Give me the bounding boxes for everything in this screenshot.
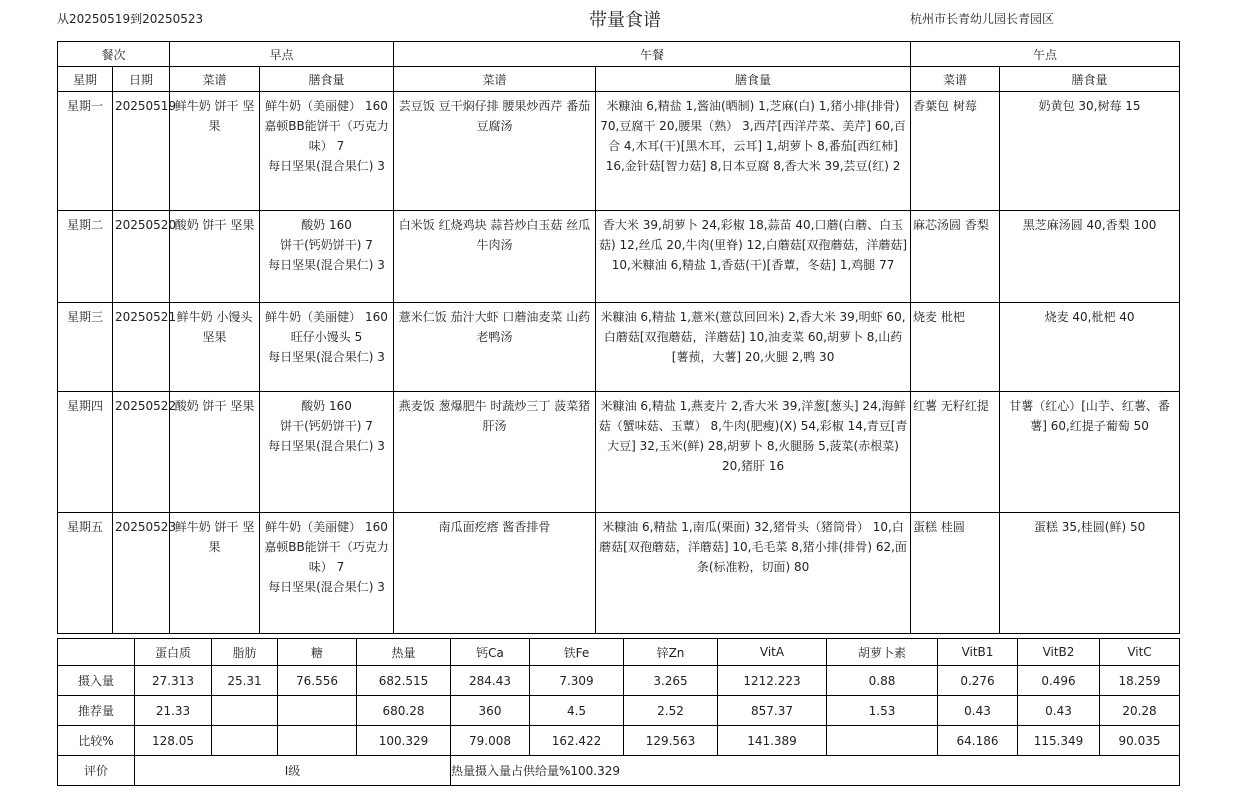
lunch-header: 午餐 [394,42,911,67]
nutrient-value: 3.265 [624,666,718,696]
snack-dish-cell: 麻芯汤圆 香梨 [911,211,1000,303]
snack-amount-cell: 奶黄包 30,树莓 15 [1000,92,1180,211]
meal-header: 餐次 [58,42,170,67]
breakfast-header: 早点 [170,42,394,67]
snack-dish-cell: 蛋糕 桂圆 [911,513,1000,634]
date-cell: 20250520 [113,211,170,303]
lunch-dish-cell: 芸豆饭 豆干焖仔排 腰果炒西芹 番茄豆腐汤 [394,92,596,211]
day-row [58,513,1180,634]
date-cell: 20250519 [113,92,170,211]
date-range: 从20250519到20250523 [57,12,204,26]
nutrient-value: 2.52 [624,696,718,726]
menu-sub-header-row [58,67,1180,92]
snack-dish-cell: 烧麦 枇杷 [911,303,1000,392]
nutrient-value: 18.259 [1100,666,1180,696]
nutrient-header: VitB1 [938,639,1018,666]
day-row [58,392,1180,513]
snack-amount-cell: 黑芝麻汤圆 40,香梨 100 [1000,211,1180,303]
snack-amount-header: 膳食量 [1000,67,1180,92]
nutrient-value: 90.035 [1100,726,1180,756]
nutrient-value: 20.28 [1100,696,1180,726]
nutrient-value: 4.5 [530,696,624,726]
row-label: 比较% [58,726,135,756]
lunch-amount-cell: 米糠油 6,精盐 1,酱油(晒制) 1,芝麻(白) 1,猪小排(排骨) 70,豆腐干 20,腰果（熟） 3,西芹[西洋芹菜、美芹] 60,百合 4,木耳(干)[黑木耳，云耳] 1,胡萝卜 8,番茄[西红柿] 16,金针菇[智力菇] 8,日本豆腐 8,香大米 39,芸豆(红) 2 [596,92,911,211]
rating-label: 评价 [58,756,135,786]
breakfast-amount-cell: 鲜牛奶（美丽健） 160 旺仔小馒头 5 每日坚果(混合果仁) 3 [260,303,394,392]
rating-row [58,756,1180,786]
lunch-dish-header: 菜谱 [394,67,596,92]
date-cell: 20250523 [113,513,170,634]
nutrient-header: 铁Fe [530,639,624,666]
nutrient-header: VitB2 [1018,639,1100,666]
weekday-header: 星期 [58,67,113,92]
nutrient-value: 115.349 [1018,726,1100,756]
date-cell: 20250522 [113,392,170,513]
nutrient-value: 27.313 [135,666,212,696]
nutrient-value: 64.186 [938,726,1018,756]
nutrient-value: 682.515 [357,666,451,696]
row-label: 推荐量 [58,696,135,726]
weekday-cell: 星期一 [58,92,113,211]
nutrition-table [57,638,1180,786]
nutrient-value: 128.05 [135,726,212,756]
recommended-row [58,696,1180,726]
rating-value: I级 [135,756,451,786]
nutrient-value: 857.37 [718,696,827,726]
nutrient-value: 284.43 [451,666,530,696]
breakfast-amount-cell: 鲜牛奶（美丽健） 160 嘉顿BB能饼干（巧克力味） 7 每日坚果(混合果仁) 3 [260,92,394,211]
nutrient-value: 0.88 [827,666,938,696]
weekday-cell: 星期三 [58,303,113,392]
nutrient-value [278,696,357,726]
snack-amount-cell: 烧麦 40,枇杷 40 [1000,303,1180,392]
weekday-cell: 星期五 [58,513,113,634]
nutrient-header: 脂肪 [212,639,278,666]
lunch-dish-cell: 薏米仁饭 茄汁大虾 口蘑油麦菜 山药老鸭汤 [394,303,596,392]
lunch-dish-cell: 燕麦饭 葱爆肥牛 时蔬炒三丁 菠菜猪肝汤 [394,392,596,513]
nutrient-header: 钙Ca [451,639,530,666]
weekday-cell: 星期二 [58,211,113,303]
nutrient-value: 79.008 [451,726,530,756]
nutrient-value: 680.28 [357,696,451,726]
breakfast-dish-cell: 鲜牛奶 小馒头 坚果 [170,303,260,392]
lunch-amount-cell: 米糠油 6,精盐 1,南瓜(栗面) 32,猪骨头（猪筒骨） 10,白蘑菇[双孢蘑菇，洋蘑菇] 10,毛毛菜 8,猪小排(排骨) 62,面条(标准粉，切面) 80 [596,513,911,634]
nutrient-value: 1.53 [827,696,938,726]
snack-dish-cell: 香葉包 树莓 [911,92,1000,211]
nutrient-value: 141.389 [718,726,827,756]
snack-dish-cell: 红薯 无籽红提 [911,392,1000,513]
nutrient-value: 0.43 [1018,696,1100,726]
page-title: 带量食谱 [589,10,661,31]
weekday-cell: 星期四 [58,392,113,513]
breakfast-dish-cell: 酸奶 饼干 坚果 [170,211,260,303]
breakfast-amount-header: 膳食量 [260,67,394,92]
nutrient-header: 胡萝卜素 [827,639,938,666]
date-header: 日期 [113,67,170,92]
lunch-dish-cell: 南瓜面疙瘩 酱香排骨 [394,513,596,634]
breakfast-amount-cell: 酸奶 160 饼干(钙奶饼干) 7 每日坚果(混合果仁) 3 [260,392,394,513]
breakfast-dish-cell: 鲜牛奶 饼干 坚果 [170,92,260,211]
nutrient-value: 0.276 [938,666,1018,696]
breakfast-amount-cell: 鲜牛奶（美丽健） 160 嘉顿BB能饼干（巧克力味） 7 每日坚果(混合果仁) 3 [260,513,394,634]
nutrient-header: VitA [718,639,827,666]
nutrient-value: 162.422 [530,726,624,756]
lunch-dish-cell: 白米饭 红烧鸡块 蒜苔炒白玉菇 丝瓜牛肉汤 [394,211,596,303]
nutrient-value: 360 [451,696,530,726]
nutrition-header-row [58,639,1180,666]
nutrient-value: 100.329 [357,726,451,756]
school-name: 杭州市长青幼儿园长青园区 [910,12,1055,26]
day-row [58,303,1180,392]
breakfast-dish-cell: 酸奶 饼干 坚果 [170,392,260,513]
nutrient-value: 0.43 [938,696,1018,726]
nutrient-value: 21.33 [135,696,212,726]
menu-table [57,41,1180,634]
nutrient-value [278,726,357,756]
breakfast-dish-header: 菜谱 [170,67,260,92]
breakfast-amount-cell: 酸奶 160 饼干(钙奶饼干) 7 每日坚果(混合果仁) 3 [260,211,394,303]
nutrient-value [827,726,938,756]
nutrient-value: 7.309 [530,666,624,696]
nutrient-value: 129.563 [624,726,718,756]
nutrient-value: 0.496 [1018,666,1100,696]
nutrient-header: VitC [1100,639,1180,666]
snack-dish-header: 菜谱 [911,67,1000,92]
nutrient-header: 糖 [278,639,357,666]
nutrient-value [212,696,278,726]
intake-row [58,666,1180,696]
lunch-amount-cell: 香大米 39,胡萝卜 24,彩椒 18,蒜苗 40,口蘑(白蘑、白玉菇) 12,丝瓜 20,牛肉(里脊) 12,白蘑菇[双孢蘑菇，洋蘑菇] 10,米糠油 6,精盐 1,香菇(干)[香蕈，冬菇] 1,鸡腿 77 [596,211,911,303]
nutrient-value: 25.31 [212,666,278,696]
lunch-amount-cell: 米糠油 6,精盐 1,燕麦片 2,香大米 39,洋葱[葱头] 24,海鲜菇（蟹味菇、玉蕈） 8,牛肉(肥瘦)(X) 54,彩椒 14,青豆[青大豆] 32,玉米(鲜) 28,胡萝卜 8,火腿肠 5,菠菜(赤根菜) 20,猪肝 16 [596,392,911,513]
nutrient-header: 蛋白质 [135,639,212,666]
nutrient-header: 热量 [357,639,451,666]
snack-header: 午点 [911,42,1180,67]
nutrient-value: 1212.223 [718,666,827,696]
nutrient-value [212,726,278,756]
lunch-amount-cell: 米糠油 6,精盐 1,薏米(薏苡回回米) 2,香大米 39,明虾 60,白蘑菇[双孢蘑菇，洋蘑菇] 10,油麦菜 60,胡萝卜 8,山药[薯蓣，大薯] 20,火腿 2,鸭 30 [596,303,911,392]
snack-amount-cell: 甘薯（红心）[山芋、红薯、番薯] 60,红提子葡萄 50 [1000,392,1180,513]
energy-note: 热量摄入量占供给量%100.329 [451,756,1180,786]
nutrient-header: 锌Zn [624,639,718,666]
nutrition-corner-cell [58,639,135,666]
day-row [58,211,1180,303]
comparison-row [58,726,1180,756]
day-row [58,92,1180,211]
date-cell: 20250521 [113,303,170,392]
menu-group-header-row [58,42,1180,67]
nutrient-value: 76.556 [278,666,357,696]
row-label: 摄入量 [58,666,135,696]
lunch-amount-header: 膳食量 [596,67,911,92]
breakfast-dish-cell: 鲜牛奶 饼干 坚果 [170,513,260,634]
snack-amount-cell: 蛋糕 35,桂圆(鲜) 50 [1000,513,1180,634]
